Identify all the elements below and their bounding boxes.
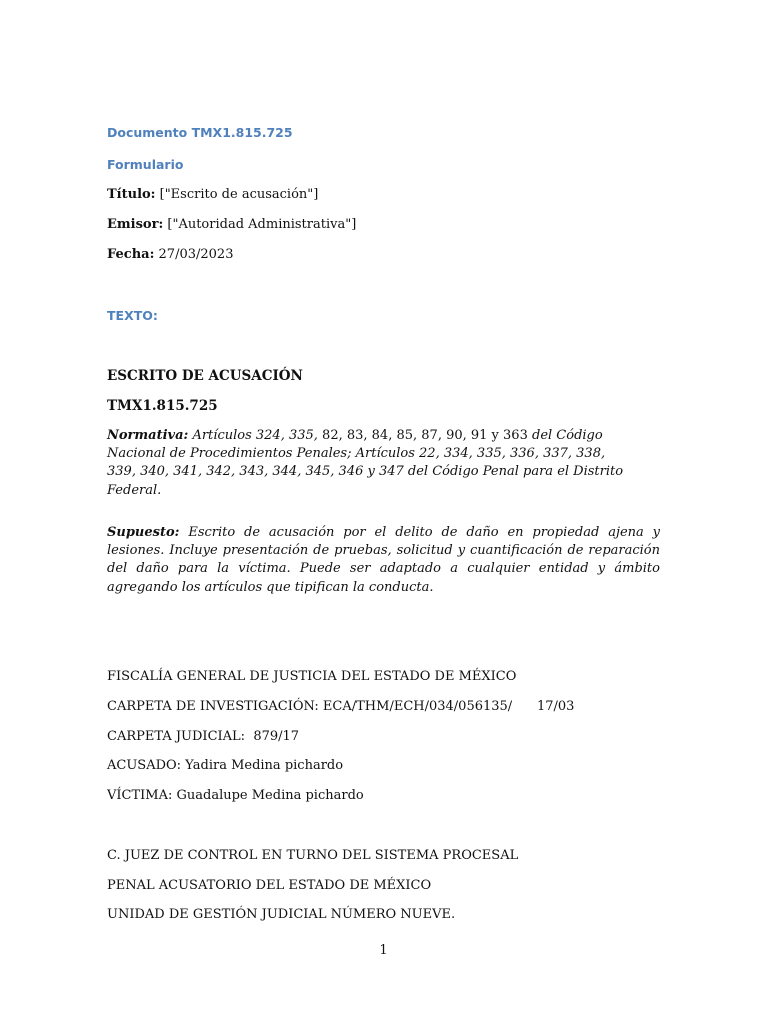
form-type: Formulario xyxy=(107,157,184,172)
victim-line: VÍCTIMA: Guadalupe Medina pichardo xyxy=(107,788,364,803)
normativa-part1: Artículos 324, 335, xyxy=(192,428,318,443)
page-number: 1 xyxy=(379,943,388,958)
supuesto-paragraph xyxy=(107,524,660,597)
date-label: Fecha: xyxy=(107,247,155,262)
date-value: 27/03/2023 xyxy=(158,247,234,262)
text-section-label: TEXTO: xyxy=(107,308,158,323)
supuesto-label: Supuesto: xyxy=(107,525,180,540)
document-code: Documento TMX1.815.725 xyxy=(107,125,293,140)
normativa-line2: Nacional de Procedimientos Penales; Artículos 22, 334, 335, 336, 337, 338, xyxy=(107,446,606,462)
addressee-line-1: C. JUEZ DE CONTROL EN TURNO DEL SISTEMA PROCESAL xyxy=(107,848,519,863)
accused-line: ACUSADO: Yadira Medina pichardo xyxy=(107,758,344,773)
document-heading: ESCRITO DE ACUSACIÓN xyxy=(107,368,303,384)
normativa-line4: Federal. xyxy=(107,482,162,498)
document-number: TMX1.815.725 xyxy=(107,398,218,414)
title-label: Título: xyxy=(107,187,156,202)
addressee-line-2: PENAL ACUSATORIO DEL ESTADO DE MÉXICO xyxy=(107,878,432,893)
normativa-label: Normativa: xyxy=(107,428,189,443)
normativa-part2: 82, 83, 84, 85, 87, 90, 91 y 363 xyxy=(322,428,528,443)
document-page xyxy=(107,0,660,1024)
normativa-paragraph xyxy=(107,427,660,500)
normativa-part3: del Código xyxy=(532,428,603,443)
date-row xyxy=(107,246,233,264)
issuer-value: ["Autoridad Administrativa"] xyxy=(167,217,357,232)
supuesto-text: Escrito de acusación por el delito de daño en propiedad ajena y lesiones. Incluye presentación de pruebas, solicitud y cuantificación de reparación del daño para la víctima. Puede ser adaptado a cualquier entidad y ámbito agregando los artículos que tipifican la conducta. xyxy=(107,525,660,595)
addressee-line-3: UNIDAD DE GESTIÓN JUDICIAL NÚMERO NUEVE. xyxy=(107,907,456,922)
investigation-folder-line: CARPETA DE INVESTIGACIÓN: ECA/THM/ECH/034/056135/ 17/03 xyxy=(107,699,575,714)
title-row xyxy=(107,186,318,204)
title-value: ["Escrito de acusación"] xyxy=(159,187,319,202)
issuer-label: Emisor: xyxy=(107,217,164,232)
normativa-line3: 339, 340, 341, 342, 343, 344, 345, 346 y 347 del Código Penal para el Distrito xyxy=(107,464,624,480)
fiscalia-line: FISCALÍA GENERAL DE JUSTICIA DEL ESTADO DE MÉXICO xyxy=(107,669,517,684)
issuer-row xyxy=(107,216,356,234)
judicial-folder-line: CARPETA JUDICIAL: 879/17 xyxy=(107,729,300,744)
